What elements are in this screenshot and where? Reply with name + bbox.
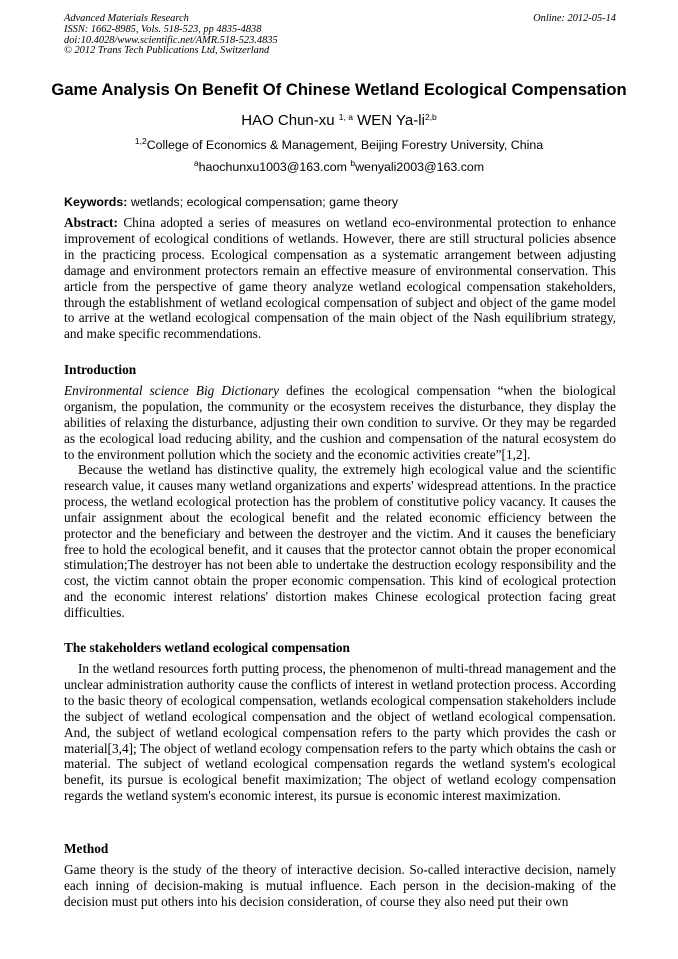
copyright-line: © 2012 Trans Tech Publications Ltd, Switzerland: [64, 45, 270, 57]
paper-title: Game Analysis On Benefit Of Chinese Wetland Ecological Compensation: [51, 80, 627, 99]
email-superscript: b: [350, 158, 356, 168]
journal-header: [64, 14, 616, 57]
author-emails: [0, 160, 678, 175]
stakeholders-paragraph: In the wetland resources forth putting process, the phenomenon of multi-thread management and the unclear administration authority cause the conflicts of interest in wetland protection process. According to the basic theory of ecological compensation, wetlands ecological compensation stakeholders include the subject of wetland ecological compensation and the object of wetland ecological compensation. And, the subject of wetland ecological compensation refers to the party which provides the cash or material[3,4]; The object of wetland ecology compensation refers to the party which obtains the cash or material. The subject of wetland ecological compensation regards the wetland system's ecological benefit, its pursue is ecological benefit maximization; The object of wetland ecology compensation regards the wetland system's economic interest, its pursue is economic interest maximization.: [64, 661, 616, 804]
author-superscript: 1, a: [338, 112, 353, 122]
journal-name: Advanced Materials Research: [64, 13, 189, 24]
introduction-paragraph-2: Because the wetland has distinctive quality, the extremely high ecological value and the scientific research value, it causes many wetland organizations and experts' widespread attentions. In the practice process, the wetland ecological protection has the problem of constitutive policy vacancy. It causes the unfair assignment about the ecological benefit and the related economic efficiency between the protector and the beneficiary and between the destroyer and the victim. And it causes the beneficiary free to hold the ecological benefit, and it causes that the protector cannot obtain the proper economical stimulation;The destroyer has not been able to undertake the destruction ecology responsibility and the cost, the victim cannot obtain the proper economic compensation. This kind of ecological protection and the economic interest relations' distortion makes Chinese ecological protection facing great difficulties.: [64, 462, 616, 621]
abstract-text: China adopted a series of measures on wetland eco-environmental protection to enhance improvement of ecological conditions of wetlands. However, there are still structural policies absence in the practicing process. Ecological compensation as a systematic arrangement between adjusting damage and environment protectors remain an effective measure of environmental conservation. This article from the perspective of game theory analyze wetland ecological compensation stakeholders, through the establishment of wetland ecological compensation of subject and object of the game model to arrive at the wetland ecological compensation of the main object of the Nash equilibrium strategy, and make specific recommendations.: [64, 215, 616, 342]
doi-line: doi:10.4028/www.scientific.net/AMR.518-523.4835: [64, 34, 278, 46]
cited-book-title: Environmental science Big Dictionary: [64, 383, 280, 398]
method-paragraph: Game theory is the study of the theory of interactive decision. So-called interactive decision, namely each inning of decision-making is mutual influence. Each person in the decision-making of the decision must put others into his decision consideration, of course they also need put their own: [64, 862, 616, 909]
section-heading-introduction: Introduction: [64, 362, 137, 377]
issn-line: ISSN: 1662-8985, Vols. 518-523, pp 4835-4838: [64, 23, 262, 35]
email-address: wenyali2003@163.com: [355, 160, 485, 174]
author-name: HAO Chun-xu: [241, 112, 335, 129]
online-date: Online: 2012-05-14: [533, 13, 616, 24]
affiliation-text: College of Economics & Management, Beijing Forestry University, China: [146, 138, 544, 152]
author-name: WEN Ya-li: [357, 112, 425, 129]
keywords: [64, 195, 616, 210]
section-heading-method: Method: [64, 841, 109, 856]
email-superscript: a: [193, 158, 199, 168]
keywords-text: wetlands; ecological compensation; game theory: [130, 195, 399, 209]
author-line: [0, 112, 678, 130]
email-address: haochunxu1003@163.com: [198, 160, 347, 174]
abstract: [64, 215, 616, 342]
keywords-label: Keywords:: [64, 195, 128, 209]
paragraph-text: defines the ecological compensation “when the biological organism, the population, the community or the ecosystem receives the disturbance, they display the abilities of relaxing the disturbance, adjusting their own condition to survive. Or they may be regarded as the ecological load reducing ability, and the cushion and compensation of the natural ecosystem do to the environment pollution which the society and the economic activities create”[1,2].: [64, 383, 616, 462]
affiliation: [0, 138, 678, 153]
author-superscript: 2,b: [424, 112, 437, 122]
introduction-paragraph-1: [64, 383, 616, 463]
affiliation-superscript: 1,2: [134, 136, 147, 146]
section-heading-stakeholders: The stakeholders wetland ecological compensation: [64, 640, 350, 655]
abstract-label: Abstract:: [64, 215, 118, 230]
